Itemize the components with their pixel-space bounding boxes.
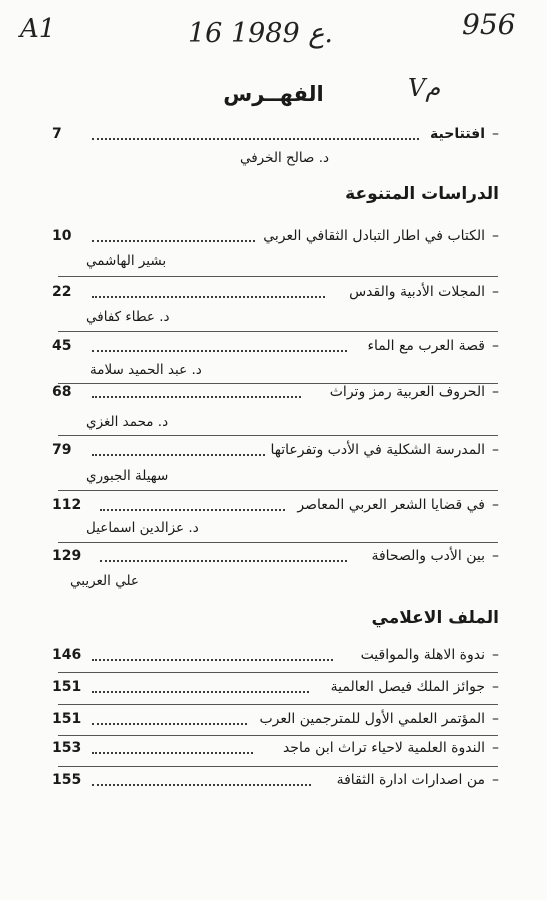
entry-page: 68 <box>52 384 72 400</box>
entry-page: 129 <box>52 548 82 564</box>
dot-leader <box>100 509 285 511</box>
bullet-dash: – <box>492 442 499 458</box>
separator-line <box>58 672 498 673</box>
toc-entry <box>0 711 547 735</box>
toc-entry <box>0 679 547 703</box>
entry-title: المجلات الأدبية والقدس <box>349 284 485 300</box>
bullet-dash: – <box>492 772 499 788</box>
bullet-dash: – <box>492 338 499 354</box>
entry-page: 155 <box>52 772 82 788</box>
page-title: الفهــرس <box>223 82 324 106</box>
entry-page: 22 <box>52 284 72 300</box>
entry-page: 151 <box>52 679 82 695</box>
separator-line <box>58 490 498 491</box>
entry-author: بشير الهاشمي <box>86 253 167 269</box>
entry-title: الندوة العلمية لاحياء تراث ابن ماجد <box>282 740 485 756</box>
entry-title: قصة العرب مع الماء <box>367 338 485 354</box>
bullet-dash: – <box>492 740 499 756</box>
entry-author: د. عزالدين اسماعيل <box>86 520 199 536</box>
toc-entry <box>0 384 547 408</box>
separator-line <box>58 435 498 436</box>
entry-title: المدرسة الشكلية في الأدب وتفرعاتها <box>270 442 485 458</box>
toc-entry <box>0 497 547 521</box>
bullet-dash: – <box>492 679 499 695</box>
toc-entry <box>0 772 547 796</box>
handwritten-number: 956 <box>462 8 516 41</box>
dot-leader <box>92 350 347 352</box>
entry-page: 79 <box>52 442 72 458</box>
toc-entry <box>0 284 547 308</box>
dot-leader <box>92 723 247 725</box>
entry-page: 45 <box>52 338 72 354</box>
entry-page: 10 <box>52 228 72 244</box>
toc-entry <box>0 338 547 362</box>
separator-line <box>58 542 498 543</box>
entry-page: 146 <box>52 647 82 663</box>
toc-entry <box>0 740 547 764</box>
entry-title: في قضايا الشعر العربي المعاصر <box>297 497 485 513</box>
entry-page: 153 <box>52 740 82 756</box>
dot-leader <box>92 296 325 298</box>
separator-line <box>58 735 498 736</box>
bullet-dash: – <box>492 548 499 564</box>
separator-line <box>58 766 498 767</box>
section-heading: الدراسات المتنوعة <box>345 184 499 204</box>
entry-title: جوائز الملك فيصل العالمية <box>330 679 485 695</box>
entry-author: د. عبد الحميد سلامة <box>90 362 202 378</box>
dot-leader <box>92 691 309 693</box>
bullet-dash: – <box>492 284 499 300</box>
bullet-dash: – <box>492 228 499 244</box>
entry-author: د. صالح الخرفي <box>239 150 329 166</box>
handwritten-mark: Vم <box>408 74 441 102</box>
separator-line <box>58 276 498 277</box>
entry-page: 151 <box>52 711 82 727</box>
toc-entry <box>0 647 547 671</box>
toc-entry <box>0 228 547 252</box>
bullet-dash: – <box>492 711 499 727</box>
bullet-dash: – <box>492 647 499 663</box>
toc-entry <box>0 548 547 572</box>
entry-author: د. عطاء كفافي <box>86 309 170 325</box>
handwritten-date: 16 ع 1989. <box>188 18 333 49</box>
entry-title: الكتاب في اطار التبادل الثقافي العربي <box>263 228 485 244</box>
separator-line <box>58 704 498 705</box>
entry-title: ندوة الاهلة والمواقيت <box>360 647 485 663</box>
handwritten-code: A1 <box>20 14 56 44</box>
toc-entry-opening <box>0 126 547 150</box>
entry-author: د. محمد الغزي <box>86 414 169 430</box>
dot-leader <box>100 560 347 562</box>
entry-title: من اصدارات ادارة الثقافة <box>336 772 485 788</box>
dot-leader <box>92 784 311 786</box>
bullet-dash: – <box>492 384 499 400</box>
dot-leader <box>92 240 255 242</box>
entry-page: 112 <box>52 497 82 513</box>
dot-leader <box>92 659 333 661</box>
bullet-dash: – <box>492 497 499 513</box>
entry-title: بين الأدب والصحافة <box>371 548 485 564</box>
separator-line <box>58 331 498 332</box>
dot-leader <box>92 396 301 398</box>
dot-leader <box>92 752 253 754</box>
bullet-dash: – <box>492 126 499 142</box>
entry-author: سهيلة الجبوري <box>86 468 169 484</box>
section-heading: الملف الاعلامي <box>371 608 499 628</box>
dot-leader <box>92 138 419 140</box>
entry-page: 7 <box>52 126 62 142</box>
entry-title: المؤتمر العلمي الأول للمترجمين العرب <box>259 711 485 727</box>
toc-entry <box>0 442 547 466</box>
entry-title: افتتاحية <box>430 126 485 142</box>
entry-author: علي العريبي <box>70 573 139 589</box>
entry-title: الحروف العربية رمز وتراث <box>329 384 485 400</box>
dot-leader <box>92 454 265 456</box>
